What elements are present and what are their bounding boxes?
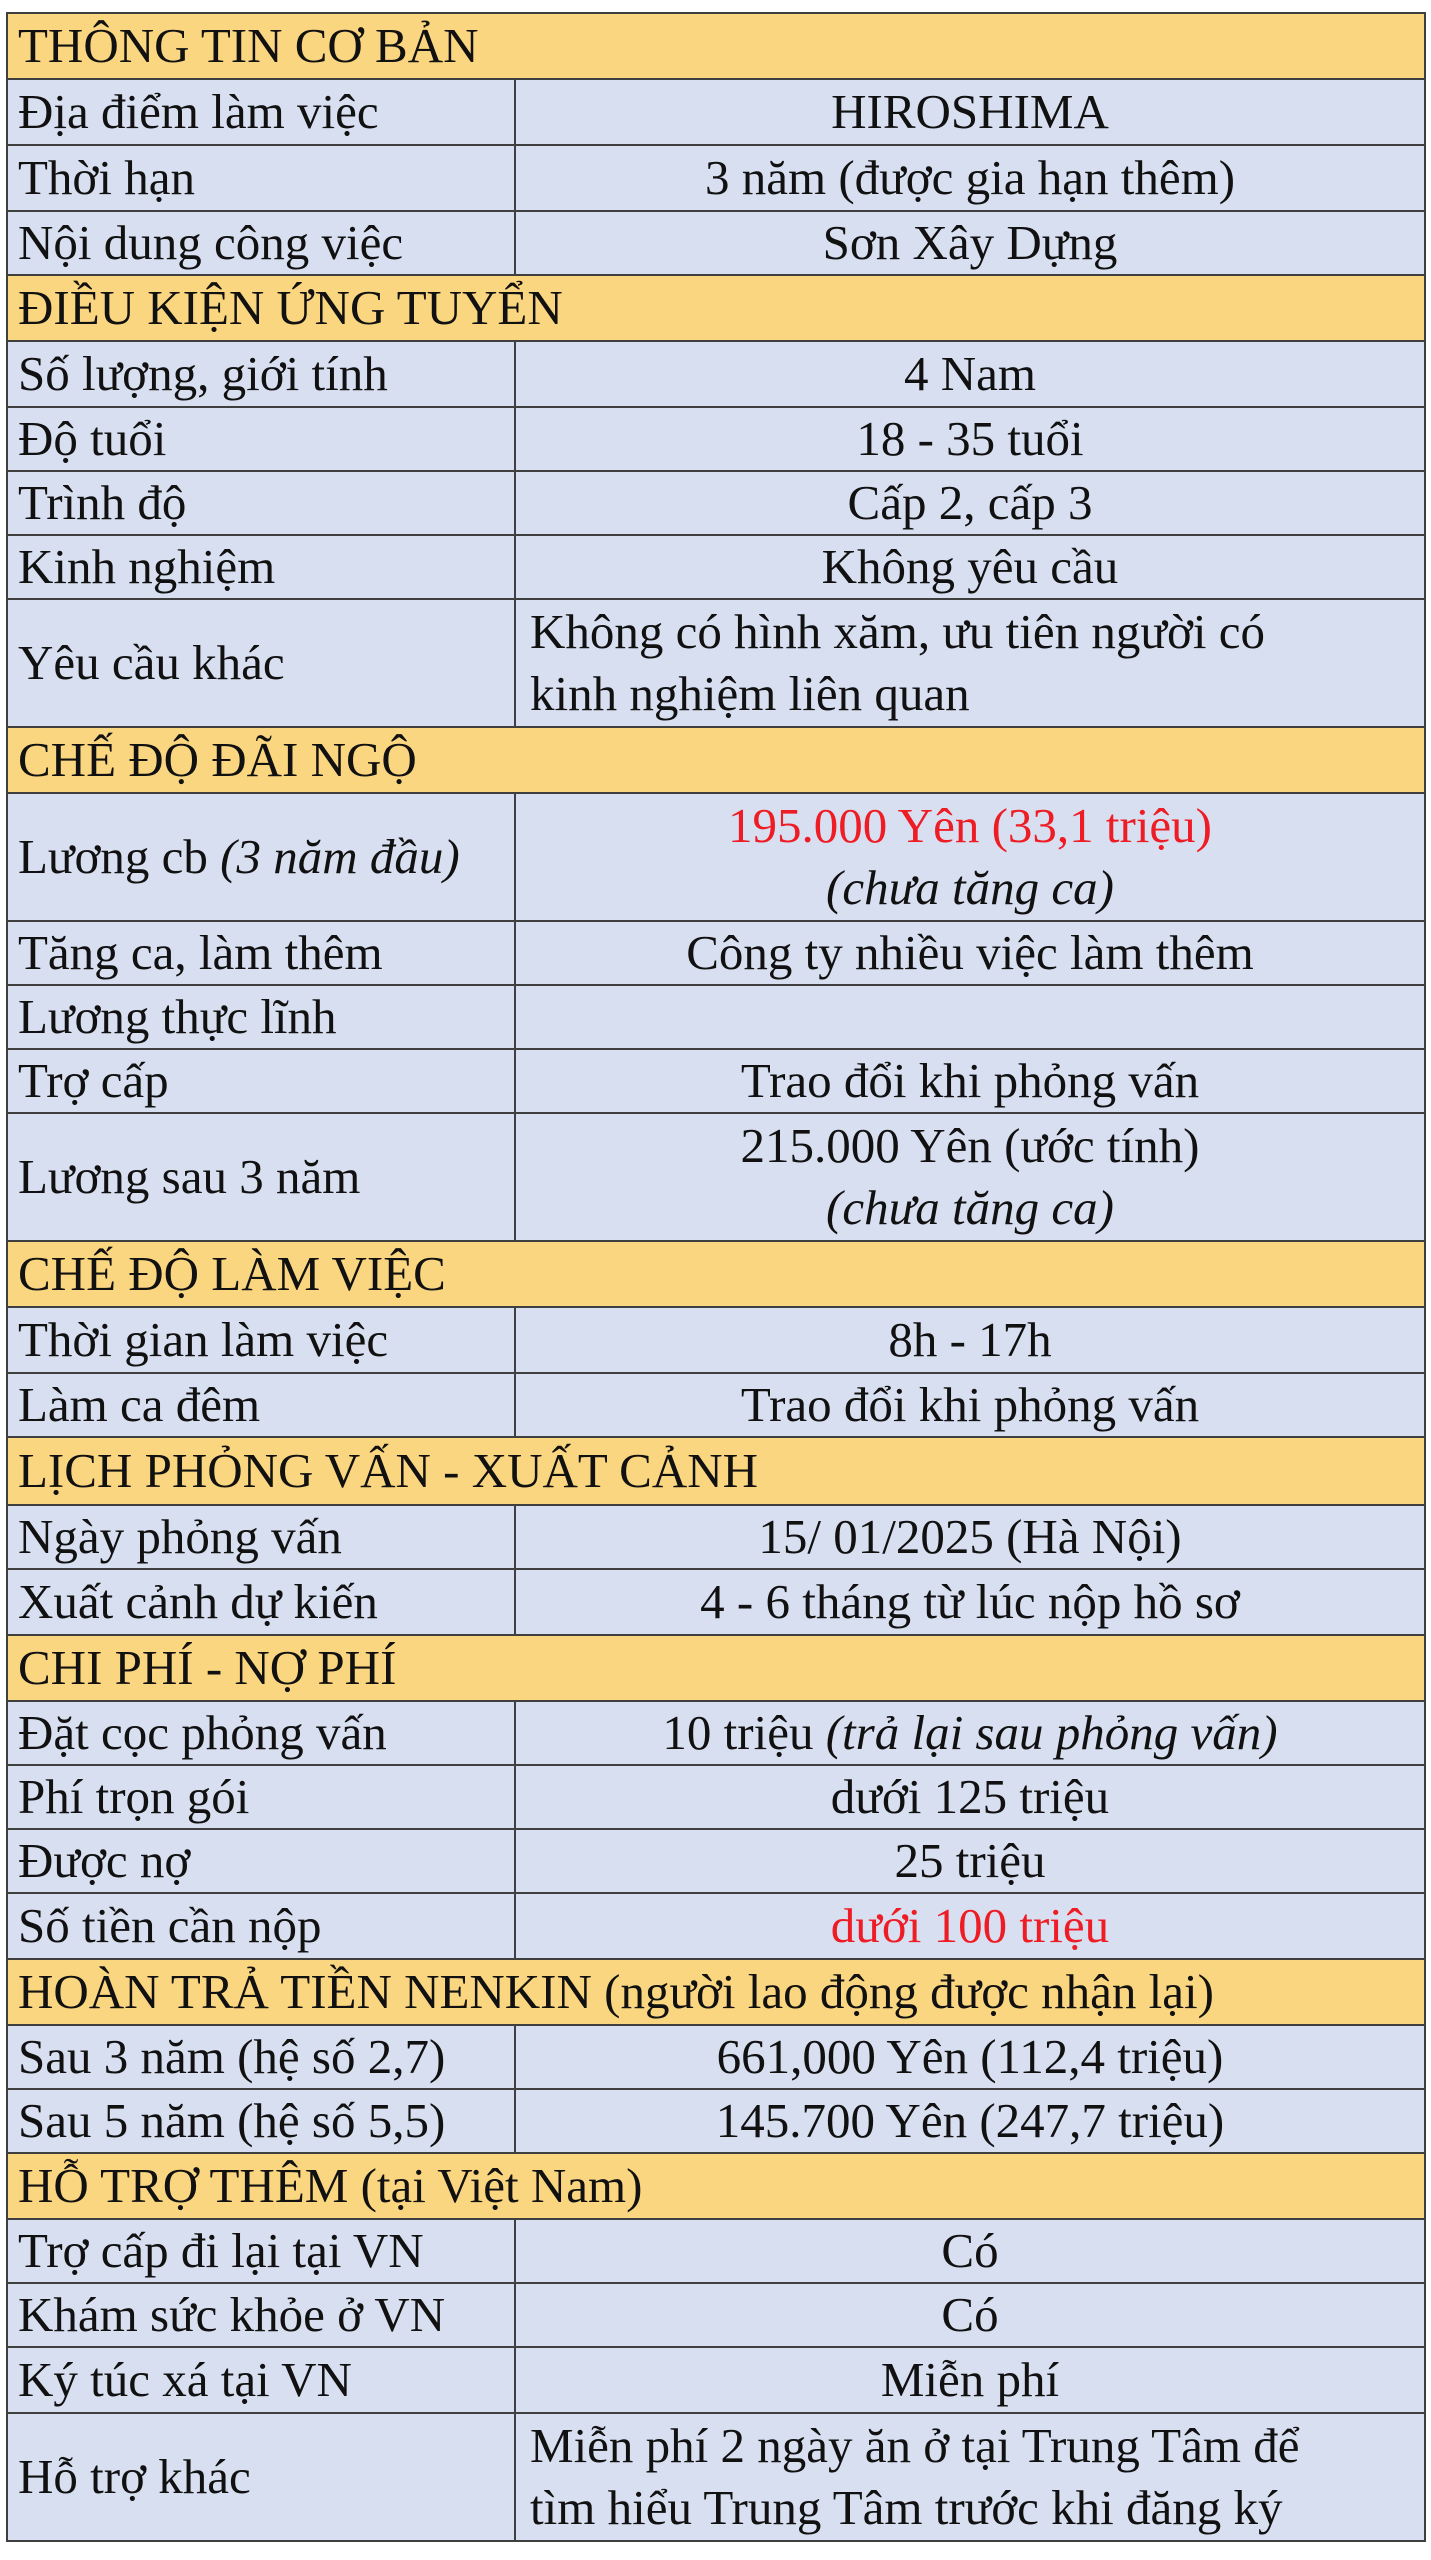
row-label: Được nợ <box>7 1829 515 1893</box>
table-row <box>7 1829 1425 1893</box>
row-value: Sơn Xây Dựng <box>515 211 1425 275</box>
section-title: ĐIỀU KIỆN ỨNG TUYỂN <box>7 275 1425 341</box>
section-title: THÔNG TIN CƠ BẢN <box>7 13 1425 79</box>
table-row <box>7 2347 1425 2413</box>
row-value-line: tìm hiểu Trung Tâm trước khi đăng ký <box>530 2480 1283 2535</box>
row-value-note: (trả lại sau phỏng vấn) <box>825 1705 1278 1760</box>
row-value-line: Miễn phí 2 ngày ăn ở tại Trung Tâm để <box>530 2418 1300 2473</box>
row-value: 15/ 01/2025 (Hà Nội) <box>515 1505 1425 1569</box>
table-row <box>7 921 1425 985</box>
section-header-basic-info <box>7 13 1425 79</box>
row-label: Thời hạn <box>7 145 515 211</box>
row-value-note: (chưa tăng ca) <box>826 860 1114 915</box>
row-value: Không yêu cầu <box>515 535 1425 599</box>
row-label: Thời gian làm việc <box>7 1307 515 1373</box>
row-label-note: (3 năm đầu) <box>220 829 460 884</box>
table-row <box>7 1765 1425 1829</box>
row-label: Lương sau 3 năm <box>7 1113 515 1241</box>
row-label: Tăng ca, làm thêm <box>7 921 515 985</box>
row-value <box>515 793 1425 921</box>
row-label: Khám sức khỏe ở VN <box>7 2283 515 2347</box>
section-header-support <box>7 2153 1425 2219</box>
section-header-requirements <box>7 275 1425 341</box>
row-value: Cấp 2, cấp 3 <box>515 471 1425 535</box>
table-row <box>7 211 1425 275</box>
row-label: Làm ca đêm <box>7 1373 515 1437</box>
row-value: 4 Nam <box>515 341 1425 407</box>
table-row <box>7 471 1425 535</box>
section-header-schedule <box>7 1437 1425 1505</box>
section-title: HOÀN TRẢ TIỀN NENKIN (người lao động được nhận lại) <box>7 1959 1425 2025</box>
table-row <box>7 535 1425 599</box>
row-value: 3 năm (được gia hạn thêm) <box>515 145 1425 211</box>
row-value: Miễn phí <box>515 2347 1425 2413</box>
table-row <box>7 599 1425 727</box>
table-row <box>7 145 1425 211</box>
row-value-note: (chưa tăng ca) <box>826 1180 1114 1235</box>
row-value: 661,000 Yên (112,4 triệu) <box>515 2025 1425 2089</box>
row-label: Số lượng, giới tính <box>7 341 515 407</box>
table-row <box>7 793 1425 921</box>
row-value-line: kinh nghiệm liên quan <box>530 666 970 721</box>
section-title: CHẾ ĐỘ LÀM VIỆC <box>7 1241 1425 1307</box>
row-label: Sau 5 năm (hệ số 5,5) <box>7 2089 515 2153</box>
row-value-line: Không có hình xăm, ưu tiên người có <box>530 604 1265 659</box>
row-label: Trợ cấp đi lại tại VN <box>7 2219 515 2283</box>
row-label <box>7 793 515 921</box>
table-row <box>7 2025 1425 2089</box>
table-row <box>7 1307 1425 1373</box>
table-row <box>7 1049 1425 1113</box>
row-value: 8h - 17h <box>515 1307 1425 1373</box>
row-label: Ký túc xá tại VN <box>7 2347 515 2413</box>
row-value <box>515 1113 1425 1241</box>
row-label: Địa điểm làm việc <box>7 79 515 145</box>
table-row <box>7 407 1425 471</box>
row-value: Có <box>515 2219 1425 2283</box>
row-value: Có <box>515 2283 1425 2347</box>
row-value: 18 - 35 tuổi <box>515 407 1425 471</box>
table-row <box>7 341 1425 407</box>
section-header-work-regime <box>7 1241 1425 1307</box>
row-value <box>515 599 1425 727</box>
table-row <box>7 985 1425 1049</box>
section-title: CHẾ ĐỘ ĐÃI NGỘ <box>7 727 1425 793</box>
row-label: Sau 3 năm (hệ số 2,7) <box>7 2025 515 2089</box>
table-row <box>7 2219 1425 2283</box>
table-row <box>7 1113 1425 1241</box>
row-label-text: Lương cb <box>18 829 221 884</box>
row-value: 4 - 6 tháng từ lúc nộp hồ sơ <box>515 1569 1425 1635</box>
table-row <box>7 1701 1425 1765</box>
row-value <box>515 985 1425 1049</box>
row-label: Độ tuổi <box>7 407 515 471</box>
row-label: Lương thực lĩnh <box>7 985 515 1049</box>
row-label: Đặt cọc phỏng vấn <box>7 1701 515 1765</box>
table-row <box>7 1893 1425 1959</box>
table-row <box>7 1505 1425 1569</box>
row-label: Kinh nghiệm <box>7 535 515 599</box>
section-header-benefits <box>7 727 1425 793</box>
row-value: Trao đổi khi phỏng vấn <box>515 1373 1425 1437</box>
row-label: Yêu cầu khác <box>7 599 515 727</box>
table-row <box>7 2413 1425 2541</box>
row-value: Công ty nhiều việc làm thêm <box>515 921 1425 985</box>
row-label: Hỗ trợ khác <box>7 2413 515 2541</box>
section-title: HỖ TRỢ THÊM (tại Việt Nam) <box>7 2153 1425 2219</box>
table-row <box>7 2283 1425 2347</box>
row-label: Phí trọn gói <box>7 1765 515 1829</box>
base-salary-amount: 195.000 Yên (33,1 triệu) <box>728 798 1212 853</box>
table-row <box>7 1373 1425 1437</box>
table-row <box>7 1569 1425 1635</box>
payable-amount: dưới 100 triệu <box>515 1893 1425 1959</box>
section-title: LỊCH PHỎNG VẤN - XUẤT CẢNH <box>7 1437 1425 1505</box>
section-title: CHI PHÍ - NỢ PHÍ <box>7 1635 1425 1701</box>
row-value: dưới 125 triệu <box>515 1765 1425 1829</box>
row-label: Trình độ <box>7 471 515 535</box>
section-header-costs <box>7 1635 1425 1701</box>
row-label: Trợ cấp <box>7 1049 515 1113</box>
row-label: Xuất cảnh dự kiến <box>7 1569 515 1635</box>
row-value-line: 215.000 Yên (ước tính) <box>740 1118 1200 1173</box>
row-label: Ngày phỏng vấn <box>7 1505 515 1569</box>
table-row <box>7 79 1425 145</box>
row-value: HIROSHIMA <box>515 79 1425 145</box>
row-value: 145.700 Yên (247,7 triệu) <box>515 2089 1425 2153</box>
table-row <box>7 2089 1425 2153</box>
row-value: Trao đổi khi phỏng vấn <box>515 1049 1425 1113</box>
row-value <box>515 1701 1425 1765</box>
row-value: 25 triệu <box>515 1829 1425 1893</box>
row-value-text: 10 triệu <box>662 1705 826 1760</box>
row-label: Nội dung công việc <box>7 211 515 275</box>
row-label: Số tiền cần nộp <box>7 1893 515 1959</box>
job-info-table <box>6 12 1426 2542</box>
section-header-nenkin <box>7 1959 1425 2025</box>
row-value <box>515 2413 1425 2541</box>
